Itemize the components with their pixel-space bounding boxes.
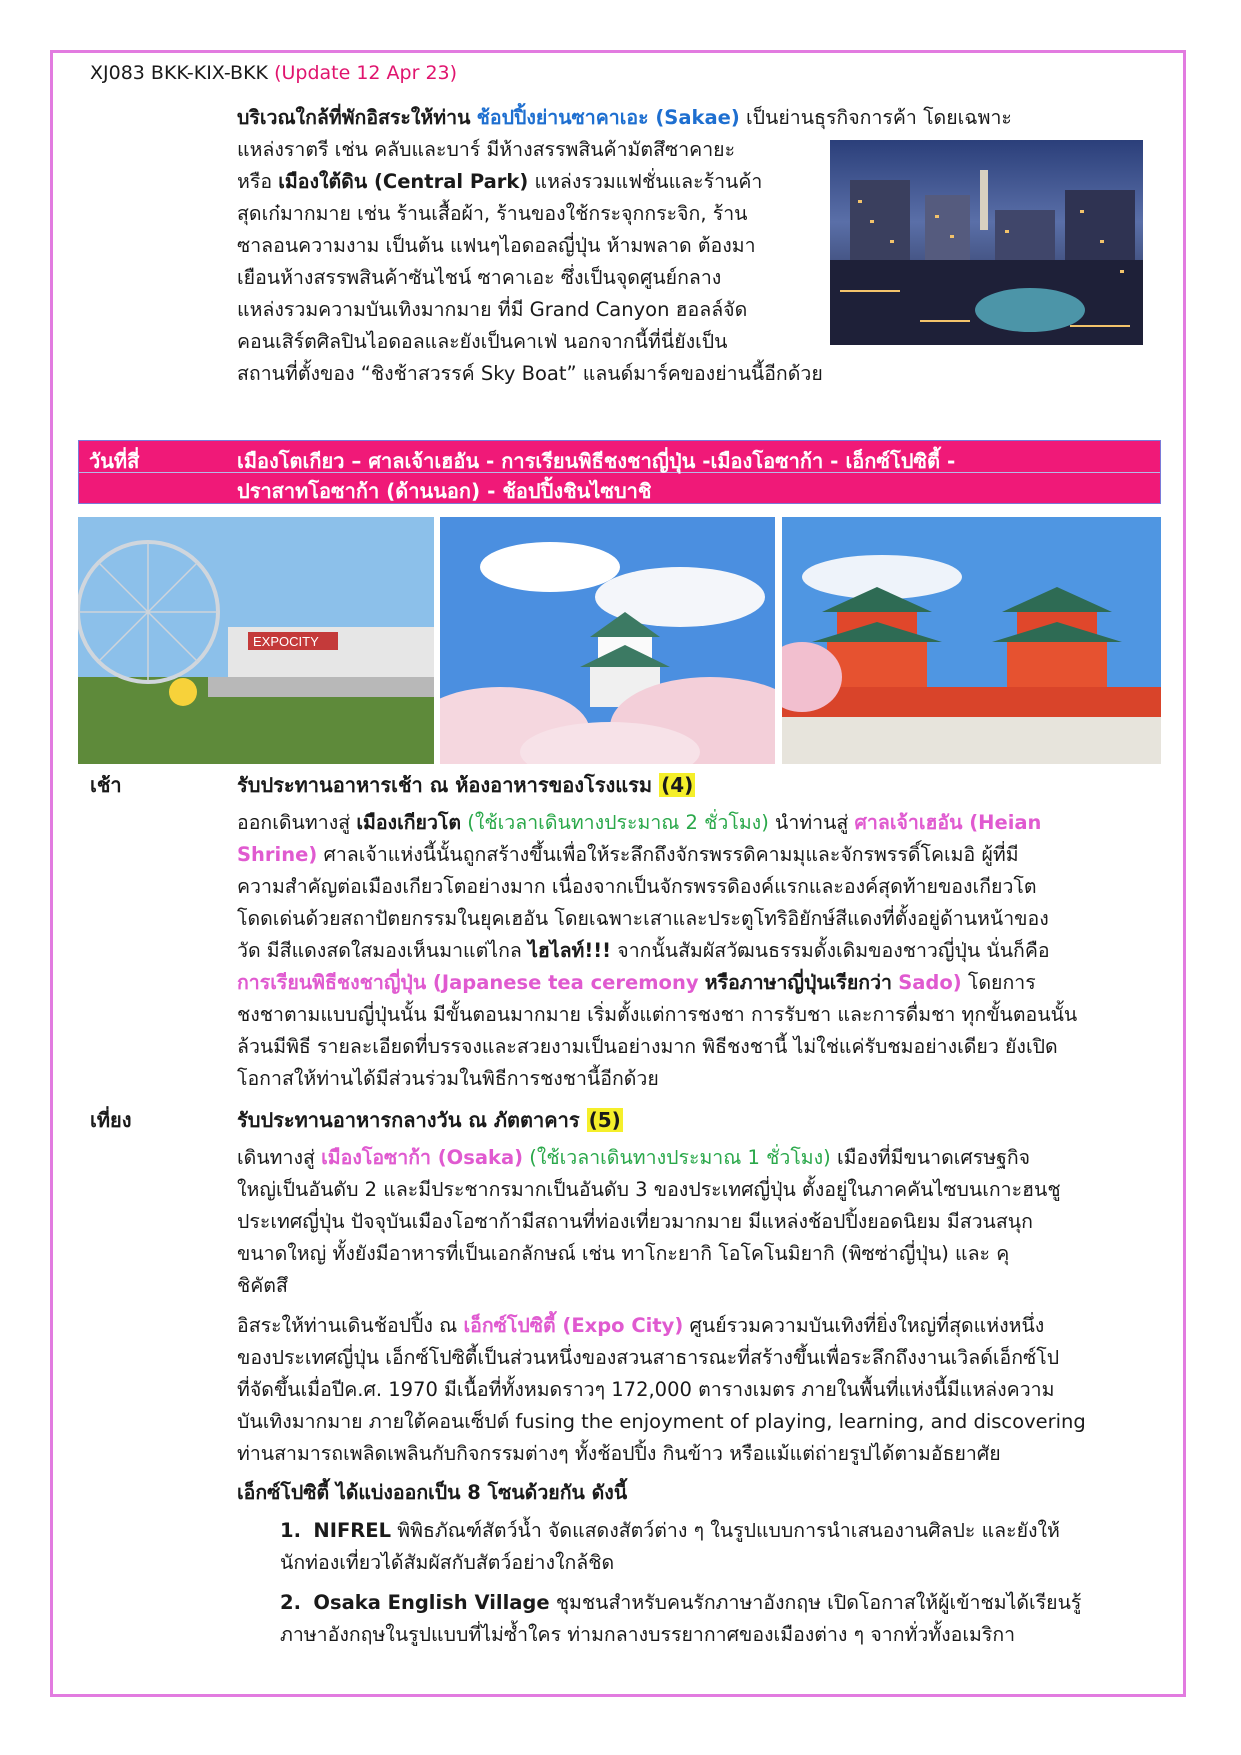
sakae-body: แหล่งราตรี เช่น คลับและบาร์ มีห้างสรรพสินค้ามัตสึซาคายะ หรือ เมืองใต้ดิน (Central Park) แหล่งรวมแฟชั่นและร้านค้า สุดเก๋มากมาย เช่น ร้านเสื้อผ้า, ร้านของใช้กระจุกกระจิก, ร้าน ซาลอนความงาม เป็นต้น แฟนๆไอดอลญี่ปุ่น ห้ามพลาด ต้องมา เยือนห้างสรรพสินค้าซันไชน์ ซาคาเอะ ซึ่งเป็นจุดศูนย์กลาง แหล่งรวมความบันเทิงมากมาย ที่มี Grand Canyon ฮอลล์จัด คอนเสิร์ตศิลปินไอดอลและยังเป็นคาเฟ่ นอกจากนี้ที่นี่ยังเป็น bbox=[237, 138, 763, 353]
zone-item: 2. Osaka English Village ชุมชนสำหรับคนรักภาษาอังกฤษ เปิดโอกาสให้ผู้เข้าชมได้เรียนรู้ ภาษาอังกฤษในรูปแบบที่ไม่ซ้ำใคร ท่ามกลางบรรยากาศของเมืองต่าง ๆ จากทั่วทั้งอเมริกา bbox=[280, 1591, 1082, 1646]
day-label: วันที่สี่ bbox=[89, 449, 140, 473]
expocity-photo bbox=[78, 517, 434, 764]
lunch-time: เที่ยง bbox=[90, 1108, 132, 1132]
breakfast-time: เช้า bbox=[90, 773, 122, 797]
osaka-paragraph: เดินทางสู่ เมืองโอซาก้า (Osaka) (ใช้เวลาเดินทางประมาณ 1 ชั่วโมง) เมืองที่มีขนาดเศรษฐกิจ ใหญ่เป็นอันดับ 2 และมีประชากรมากเป็นอันดับ 3 ของประเทศญี่ปุ่น ตั้งอยู่ในภาคคันไซบนเกาะฮนชู ประเทศญี่ปุ่น ปัจจุบันเมืองโอซาก้ามีสถานที่ท่องเที่ยวมากมาย มีแหล่งช้อปปิ้งยอดนิยม มีสวนสนุก ขนาดใหญ่ ทั้งยังมีอาหารที่เป็นเอกลักษณ์ เช่น ทาโกะยากิ โอโคโนมิยากิ (พิซซ่าญี่ปุ่น) และ คุ ชิคัตสึ bbox=[237, 1146, 1061, 1297]
kyoto-paragraph: ออกเดินทางสู่ เมืองเกียวโต (ใช้เวลาเดินทางประมาณ 2 ชั่วโมง) นำท่านสู่ ศาลเจ้าเฮอัน (Heian Shrine) ศาลเจ้าแห่งนี้นั้นถูกสร้างขึ้นเพื่อให้ระลึกถึงจักรพรรดิคามมุและจักรพรรดิ์โคเมอิ ผู้ที่มี ความสำคัญต่อเมืองเกียวโตอย่างมาก เนื่องจากเป็นจักรพรรดิองค์แรกและองค์สุดท้ายของเกียวโต โดดเด่นด้วยสถาปัตยกรรมในยุคเฮอัน โดยเฉพาะเสาและประตูโทริอิยักษ์สีแดงที่ตั้งอยู่ด้านหน้าของ วัด มีสีแดงสดใสมองเห็นมาแต่ไกล ไฮไลท์!!! จากนั้นสัมผัสวัฒนธรรมดั้งเดิมของชาวญี่ปุ่น นั่นก็คือ การเรียนพิธีชงชาญี่ปุ่น (Japanese tea ceremony หรือภาษาญี่ปุ่นเรียกว่า Sado) โดยการ ชงชาตามแบบญี่ปุ่นนั้น มีขั้นตอนมากมาย เริ่มตั้งแต่การชงชา การรับชา และการดื่มชา ทุกขั้นตอนนั้น ล้วนมีพิธี รายละเอียดที่บรรจงและสวยงามเป็นอย่างมาก พิธีชงชานี้ ไม่ใช่แค่รับชมอย่างเดียว ยังเปิด โอกาสให้ท่านได้มีส่วนร่วมในพิธีการชงชานี้อีกด้วย bbox=[237, 811, 1078, 1090]
day-title-line1: เมืองโตเกียว – ศาลเจ้าเฮอัน - การเรียนพิธีชงชาญี่ปุ่น -เมืองโอซาก้า - เอ็กซ์โปซิตี้ - bbox=[237, 449, 956, 473]
osaka-castle-photo bbox=[440, 517, 775, 764]
day-banner bbox=[78, 440, 1161, 504]
day-title-line2: ปราสาทโอซาก้า (ด้านนอก) - ช้อปปิ้งชินไซบาชิ bbox=[237, 479, 652, 503]
update-date: (Update 12 Apr 23) bbox=[274, 62, 458, 84]
zone-item: 1. NIFREL พิพิธภัณฑ์สัตว์น้ำ จัดแสดงสัตว์ต่าง ๆ ในรูปแบบการนำเสนองานศิลปะ และยังให้ นักท่องเที่ยวได้สัมผัสกับสัตว์อย่างใกล้ชิด bbox=[280, 1519, 1060, 1574]
sakae-night-photo bbox=[830, 140, 1143, 345]
heian-shrine-photo bbox=[782, 517, 1161, 764]
sakae-last-line: สถานที่ตั้งของ “ชิงช้าสวรรค์ Sky Boat” แลนด์มาร์คของย่านนี้อีกด้วย bbox=[237, 362, 823, 385]
meal-number-badge: (5) bbox=[588, 1108, 621, 1132]
expo-paragraph: อิสระให้ท่านเดินช้อปปิ้ง ณ เอ็กซ์โปซิตี้ (Expo City) ศูนย์รวมความบันเทิงที่ยิ่งใหญ่ที่สุดแห่งหนึ่ง ของประเทศญี่ปุ่น เอ็กซ์โปซิตี้เป็นส่วนหนึ่งของสวนสาธารณะที่สร้างขึ้นเพื่อระลึกถึงงานเวิลด์เอ็กซ์โป ที่จัดขึ้นเมื่อปีค.ศ. 1970 มีเนื้อที่ทั้งหมดราวๆ 172,000 ตารางเมตร ภายในพื้นที่แห่งนี้มีแหล่งความ บันเทิงมากมาย ภายใต้คอนเซ็ปต์ fusing the enjoyment of playing, learning, and discovering ท่านสามารถเพลิดเพลินกับกิจกรรมต่างๆ ทั้งช้อปปิ้ง กินข้าว หรือแม้แต่ถ่ายรูปได้ตามอัธยาศัย bbox=[237, 1314, 1086, 1465]
zones-title: เอ็กซ์โปซิตี้ ได้แบ่งออกเป็น 8 โซนด้วยกัน ดังนี้ bbox=[237, 1481, 628, 1504]
meal-number-badge: (4) bbox=[661, 773, 694, 797]
sakae-lead: บริเวณใกล้ที่พักอิสระให้ท่าน ช้อปปิ้งย่านซาคาเอะ (Sakae) เป็นย่านธุรกิจการค้า โดยเฉพาะ bbox=[237, 106, 1012, 129]
breakfast-text: รับประทานอาหารเช้า ณ ห้องอาหารของโรงแรม (4) bbox=[237, 773, 694, 797]
tour-code: XJ083 BKK-KIX-BKK bbox=[90, 62, 269, 84]
lunch-text: รับประทานอาหารกลางวัน ณ ภัตตาคาร (5) bbox=[237, 1108, 621, 1132]
page-header bbox=[90, 62, 457, 84]
expocity-sign: EXPOCITY bbox=[253, 634, 319, 649]
